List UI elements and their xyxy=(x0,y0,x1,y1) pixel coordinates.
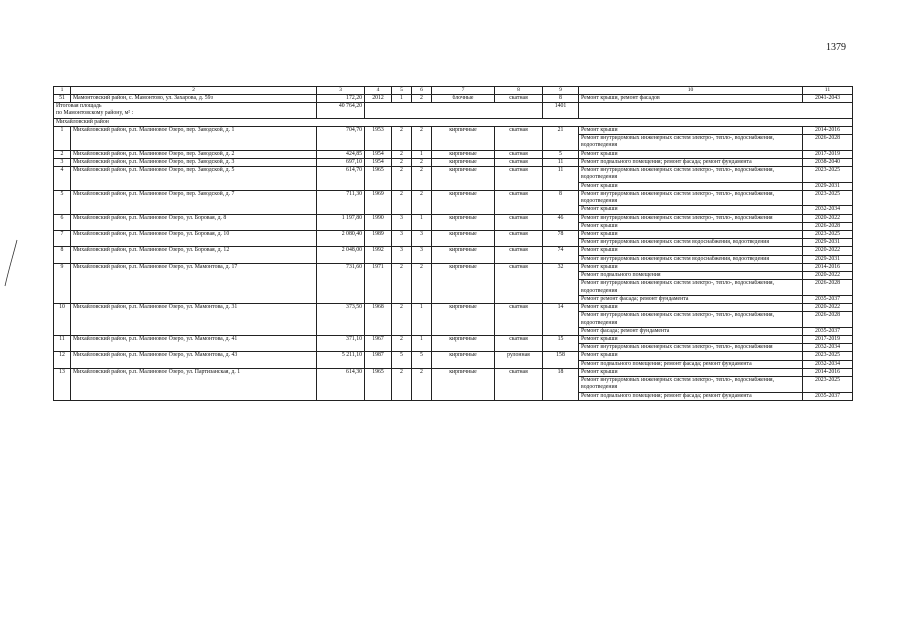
entrances-cell: 1 xyxy=(412,150,432,158)
work-period-cell: 2038-2040 xyxy=(803,158,853,166)
row-number-cell: 8 xyxy=(54,247,71,263)
address-cell: Михайловский район, р.п. Малиновое Озеро, пер. Заводской, д. 1 xyxy=(71,126,317,150)
column-number-row xyxy=(54,87,853,95)
year-cell: 1987 xyxy=(365,352,392,368)
work-type-cell: Ремонт подвального помещения xyxy=(579,272,803,280)
table-row xyxy=(54,150,853,158)
entrances-cell: 2 xyxy=(412,167,432,191)
area-cell: 373,50 xyxy=(317,304,365,336)
table-row xyxy=(54,167,853,182)
repair-schedule-table xyxy=(53,86,853,401)
roof-type-cell: скатная xyxy=(495,150,543,158)
area-cell: 697,10 xyxy=(317,158,365,166)
work-type-cell: Ремонт подвального помещения; ремонт фасада; ремонт фундамента xyxy=(579,158,803,166)
wall-material-cell: кирпичные xyxy=(432,167,495,191)
work-period-cell: 2032-2034 xyxy=(803,206,853,214)
work-period-cell: 2020-2022 xyxy=(803,247,853,255)
roof-type-cell: скатная xyxy=(495,263,543,303)
work-period-cell: 2020-2022 xyxy=(803,272,853,280)
work-period-cell: 2014-2016 xyxy=(803,368,853,376)
roof-type-cell: скатная xyxy=(495,94,543,102)
area-cell: 711,30 xyxy=(317,190,365,214)
work-type-cell: Ремонт крыши, ремонт фасадов xyxy=(579,94,803,102)
floors-cell: 2 xyxy=(392,150,412,158)
wall-material-cell: кирпичные xyxy=(432,190,495,214)
roof-type-cell: скатная xyxy=(495,368,543,400)
roof-type-cell: рулонная xyxy=(495,352,543,368)
year-cell: 1967 xyxy=(365,336,392,352)
roof-type-cell: скатная xyxy=(495,304,543,336)
wall-material-cell: кирпичные xyxy=(432,126,495,150)
work-period-cell: 2014-2016 xyxy=(803,126,853,134)
area-cell: 731,60 xyxy=(317,263,365,303)
floors-cell: 2 xyxy=(392,263,412,303)
flats-count-cell: 158 xyxy=(543,352,579,368)
entrances-cell: 3 xyxy=(412,247,432,263)
work-period-cell: 2023-2025 xyxy=(803,377,853,392)
entrances-cell: 5 xyxy=(412,352,432,368)
work-type-cell: Ремонт крыши xyxy=(579,126,803,134)
flats-count-cell: 32 xyxy=(543,263,579,303)
flats-count-cell: 5 xyxy=(543,150,579,158)
wall-material-cell: кирпичные xyxy=(432,247,495,263)
table-row xyxy=(54,336,853,344)
row-number-cell: 10 xyxy=(54,304,71,336)
work-type-cell: Ремонт внутридомовых инженерных систем электро-, тепло-, водоснабжения, водоотведения xyxy=(579,167,803,182)
flats-count-cell: 8 xyxy=(543,94,579,102)
work-type-cell: Ремонт внутридомовых инженерных систем электро-, тепло-, водоснабжения, водоотведения xyxy=(579,135,803,150)
flats-count-cell: 18 xyxy=(543,368,579,400)
flats-count-cell: 74 xyxy=(543,247,579,263)
flats-count-cell: 46 xyxy=(543,214,579,230)
floors-cell: 3 xyxy=(392,247,412,263)
year-cell: 1953 xyxy=(365,126,392,150)
address-cell: Михайловский район, р.п. Малиновое Озеро, ул. Мамонтова, д. 43 xyxy=(71,352,317,368)
page-number: 1379 xyxy=(826,42,846,53)
work-period-cell: 2029-2031 xyxy=(803,255,853,263)
flats-count-cell: 8 xyxy=(543,190,579,214)
work-type-cell: Ремонт крыши xyxy=(579,182,803,190)
work-period-cell: 2026-2028 xyxy=(803,222,853,230)
area-cell: 1 197,80 xyxy=(317,214,365,230)
work-type-cell: Ремонт внутридомовых инженерных систем водоснабжения, водоотведения xyxy=(579,255,803,263)
work-period-cell: 2032-2034 xyxy=(803,344,853,352)
total-row xyxy=(54,103,853,118)
flats-count-cell: 21 xyxy=(543,126,579,150)
empty-cell xyxy=(365,103,543,118)
wall-material-cell: кирпичные xyxy=(432,158,495,166)
row-number-cell: 11 xyxy=(54,336,71,352)
column-number-cell: 3 xyxy=(317,87,365,95)
year-cell: 1971 xyxy=(365,263,392,303)
address-cell: Михайловский район, р.п. Малиновое Озеро, ул. Партизанская, д. 1 xyxy=(71,368,317,400)
column-number-cell: 5 xyxy=(392,87,412,95)
work-type-cell: Ремонт крыши xyxy=(579,247,803,255)
work-type-cell: Ремонт ремонт фасада; ремонт фундамента xyxy=(579,295,803,303)
table-row xyxy=(54,94,853,102)
address-cell: Михайловский район, р.п. Малиновое Озеро, пер. Заводской, д. 5 xyxy=(71,167,317,191)
address-cell: Михайловский район, р.п. Малиновое Озеро, пер. Заводской, д. 3 xyxy=(71,158,317,166)
district-heading-cell: Михайловский район xyxy=(54,118,853,126)
roof-type-cell: скатная xyxy=(495,214,543,230)
area-cell: 2 080,40 xyxy=(317,230,365,246)
area-cell: 2 048,00 xyxy=(317,247,365,263)
floors-cell: 5 xyxy=(392,352,412,368)
address-cell: Михайловский район, р.п. Малиновое Озеро, ул. Мамонтова, д. 41 xyxy=(71,336,317,352)
floors-cell: 1 xyxy=(392,94,412,102)
wall-material-cell: кирпичные xyxy=(432,214,495,230)
column-number-cell: 7 xyxy=(432,87,495,95)
table-row xyxy=(54,352,853,360)
wall-material-cell: кирпичные xyxy=(432,352,495,368)
year-cell: 1990 xyxy=(365,214,392,230)
work-type-cell: Ремонт крыши xyxy=(579,336,803,344)
entrances-cell: 1 xyxy=(412,214,432,230)
column-number-cell: 8 xyxy=(495,87,543,95)
table-row xyxy=(54,368,853,376)
flats-count-cell: 11 xyxy=(543,158,579,166)
table-body xyxy=(54,87,853,401)
row-number-cell: 13 xyxy=(54,368,71,400)
address-cell: Михайловский район, р.п. Малиновое Озеро, ул. Боровая, д. 10 xyxy=(71,230,317,246)
area-cell: 424,85 xyxy=(317,150,365,158)
floors-cell: 2 xyxy=(392,167,412,191)
work-period-cell: 2035-2037 xyxy=(803,392,853,400)
total-label-cell: Итоговая площадь по Мамонтовскому району, м² : xyxy=(54,103,317,118)
work-type-cell: Ремонт крыши xyxy=(579,352,803,360)
entrances-cell: 2 xyxy=(412,190,432,214)
year-cell: 1965 xyxy=(365,368,392,400)
row-number-cell: 51 xyxy=(54,94,71,102)
work-period-cell: 2023-2025 xyxy=(803,352,853,360)
flats-count-cell: 11 xyxy=(543,167,579,191)
work-type-cell: Ремонт фасада; ремонт фундамента xyxy=(579,327,803,335)
area-cell: 172,20 xyxy=(317,94,365,102)
work-type-cell: Ремонт крыши xyxy=(579,222,803,230)
year-cell: 1989 xyxy=(365,230,392,246)
floors-cell: 3 xyxy=(392,230,412,246)
table-row xyxy=(54,230,853,238)
wall-material-cell: кирпичные xyxy=(432,230,495,246)
row-number-cell: 4 xyxy=(54,167,71,191)
table-row xyxy=(54,158,853,166)
roof-type-cell: скатная xyxy=(495,336,543,352)
floors-cell: 2 xyxy=(392,126,412,150)
address-cell: Михайловский район, р.п. Малиновое Озеро, ул. Боровая, д. 12 xyxy=(71,247,317,263)
year-cell: 1968 xyxy=(365,304,392,336)
work-period-cell: 2023-2025 xyxy=(803,167,853,182)
table-row xyxy=(54,247,853,255)
work-period-cell: 2035-2037 xyxy=(803,295,853,303)
area-cell: 5 211,10 xyxy=(317,352,365,368)
area-cell: 614,30 xyxy=(317,368,365,400)
work-type-cell: Ремонт внутридомовых инженерных систем электро-, тепло-, водоснабжения, водоотведения xyxy=(579,312,803,327)
flats-count-cell: 14 xyxy=(543,304,579,336)
work-period-cell: 2023-2025 xyxy=(803,190,853,205)
address-cell: Михайловский район, р.п. Малиновое Озеро, ул. Боровая, д. 8 xyxy=(71,214,317,230)
entrances-cell: 1 xyxy=(412,336,432,352)
column-number-cell: 1 xyxy=(54,87,71,95)
work-period-cell: 2041-2043 xyxy=(803,94,853,102)
work-type-cell: Ремонт подвального помещения; ремонт фасада; ремонт фундамента xyxy=(579,392,803,400)
area-cell: 371,10 xyxy=(317,336,365,352)
work-period-cell: 2014-2016 xyxy=(803,263,853,271)
work-type-cell: Ремонт крыши xyxy=(579,368,803,376)
roof-type-cell: скатная xyxy=(495,167,543,191)
row-number-cell: 5 xyxy=(54,190,71,214)
wall-material-cell: кирпичные xyxy=(432,150,495,158)
table-row xyxy=(54,190,853,205)
wall-material-cell: блочные xyxy=(432,94,495,102)
wall-material-cell: кирпичные xyxy=(432,368,495,400)
year-cell: 1969 xyxy=(365,190,392,214)
row-number-cell: 9 xyxy=(54,263,71,303)
district-heading-row xyxy=(54,118,853,126)
year-cell: 2012 xyxy=(365,94,392,102)
floors-cell: 2 xyxy=(392,158,412,166)
wall-material-cell: кирпичные xyxy=(432,263,495,303)
year-cell: 1965 xyxy=(365,167,392,191)
area-cell: 704,70 xyxy=(317,126,365,150)
roof-type-cell: скатная xyxy=(495,190,543,214)
flats-count-cell: 15 xyxy=(543,336,579,352)
work-period-cell: 2020-2022 xyxy=(803,214,853,222)
roof-type-cell: скатная xyxy=(495,126,543,150)
flats-count-cell: 78 xyxy=(543,230,579,246)
column-number-cell: 9 xyxy=(543,87,579,95)
column-number-cell: 2 xyxy=(71,87,317,95)
work-period-cell: 2026-2028 xyxy=(803,312,853,327)
floors-cell: 2 xyxy=(392,336,412,352)
area-cell: 614,70 xyxy=(317,167,365,191)
work-period-cell: 2026-2028 xyxy=(803,280,853,295)
row-number-cell: 6 xyxy=(54,214,71,230)
entrances-cell: 3 xyxy=(412,230,432,246)
year-cell: 1954 xyxy=(365,158,392,166)
total-flats-cell: 1401 xyxy=(543,103,579,118)
work-type-cell: Ремонт внутридомовых инженерных систем водоснабжения, водоотведения xyxy=(579,239,803,247)
row-number-cell: 12 xyxy=(54,352,71,368)
floors-cell: 2 xyxy=(392,368,412,400)
table-row xyxy=(54,263,853,271)
address-cell: Михайловский район, р.п. Малиновое Озеро, ул. Мамонтова, д. 17 xyxy=(71,263,317,303)
row-number-cell: 3 xyxy=(54,158,71,166)
floors-cell: 2 xyxy=(392,190,412,214)
address-cell: Михайловский район, р.п. Малиновое Озеро, пер. Заводской, д. 7 xyxy=(71,190,317,214)
empty-cell xyxy=(579,103,853,118)
address-cell: Михайловский район, р.п. Малиновое Озеро, пер. Заводской, д. 2 xyxy=(71,150,317,158)
work-period-cell: 2035-2037 xyxy=(803,327,853,335)
work-type-cell: Ремонт крыши xyxy=(579,150,803,158)
column-number-cell: 11 xyxy=(803,87,853,95)
roof-type-cell: скатная xyxy=(495,158,543,166)
row-number-cell: 2 xyxy=(54,150,71,158)
roof-type-cell: скатная xyxy=(495,230,543,246)
work-period-cell: 2023-2025 xyxy=(803,230,853,238)
column-number-cell: 4 xyxy=(365,87,392,95)
entrances-cell: 2 xyxy=(412,368,432,400)
table-row xyxy=(54,126,853,134)
work-type-cell: Ремонт подвального помещения; ремонт фасада; ремонт фундамента xyxy=(579,360,803,368)
margin-pen-mark xyxy=(3,238,19,288)
work-period-cell: 2032-2034 xyxy=(803,360,853,368)
entrances-cell: 2 xyxy=(412,126,432,150)
work-period-cell: 2026-2028 xyxy=(803,135,853,150)
entrances-cell: 2 xyxy=(412,158,432,166)
work-type-cell: Ремонт крыши xyxy=(579,230,803,238)
work-type-cell: Ремонт внутридомовых инженерных систем электро-, тепло-, водоснабжения xyxy=(579,344,803,352)
total-area-cell: 40 764,20 xyxy=(317,103,365,118)
wall-material-cell: кирпичные xyxy=(432,304,495,336)
work-type-cell: Ремонт внутридомовых инженерных систем электро-, тепло-, водоснабжения, водоотведения xyxy=(579,280,803,295)
column-number-cell: 10 xyxy=(579,87,803,95)
work-period-cell: 2029-2031 xyxy=(803,182,853,190)
table-row xyxy=(54,304,853,312)
table-row xyxy=(54,214,853,222)
work-type-cell: Ремонт внутридомовых инженерных систем электро-, тепло-, водоснабжения, водоотведения xyxy=(579,190,803,205)
floors-cell: 2 xyxy=(392,304,412,336)
work-type-cell: Ремонт крыши xyxy=(579,206,803,214)
row-number-cell: 1 xyxy=(54,126,71,150)
work-period-cell: 2029-2031 xyxy=(803,239,853,247)
address-cell: Мамонтовский район, с. Мамонтово, ул. Захарова, д. 59з xyxy=(71,94,317,102)
entrances-cell: 1 xyxy=(412,304,432,336)
address-cell: Михайловский район, р.п. Малиновое Озеро, ул. Мамонтова, д. 31 xyxy=(71,304,317,336)
work-type-cell: Ремонт внутридомовых инженерных систем электро-, тепло-, водоснабжения, водоотведения xyxy=(579,377,803,392)
work-type-cell: Ремонт внутридомовых инженерных систем электро-, тепло-, водоснабжения xyxy=(579,214,803,222)
row-number-cell: 7 xyxy=(54,230,71,246)
roof-type-cell: скатная xyxy=(495,247,543,263)
work-period-cell: 2017-2019 xyxy=(803,336,853,344)
work-period-cell: 2020-2022 xyxy=(803,304,853,312)
wall-material-cell: кирпичные xyxy=(432,336,495,352)
column-number-cell: 6 xyxy=(412,87,432,95)
year-cell: 1992 xyxy=(365,247,392,263)
floors-cell: 3 xyxy=(392,214,412,230)
entrances-cell: 2 xyxy=(412,94,432,102)
work-type-cell: Ремонт крыши xyxy=(579,304,803,312)
work-type-cell: Ремонт крыши xyxy=(579,263,803,271)
work-period-cell: 2017-2019 xyxy=(803,150,853,158)
year-cell: 1954 xyxy=(365,150,392,158)
entrances-cell: 2 xyxy=(412,263,432,303)
